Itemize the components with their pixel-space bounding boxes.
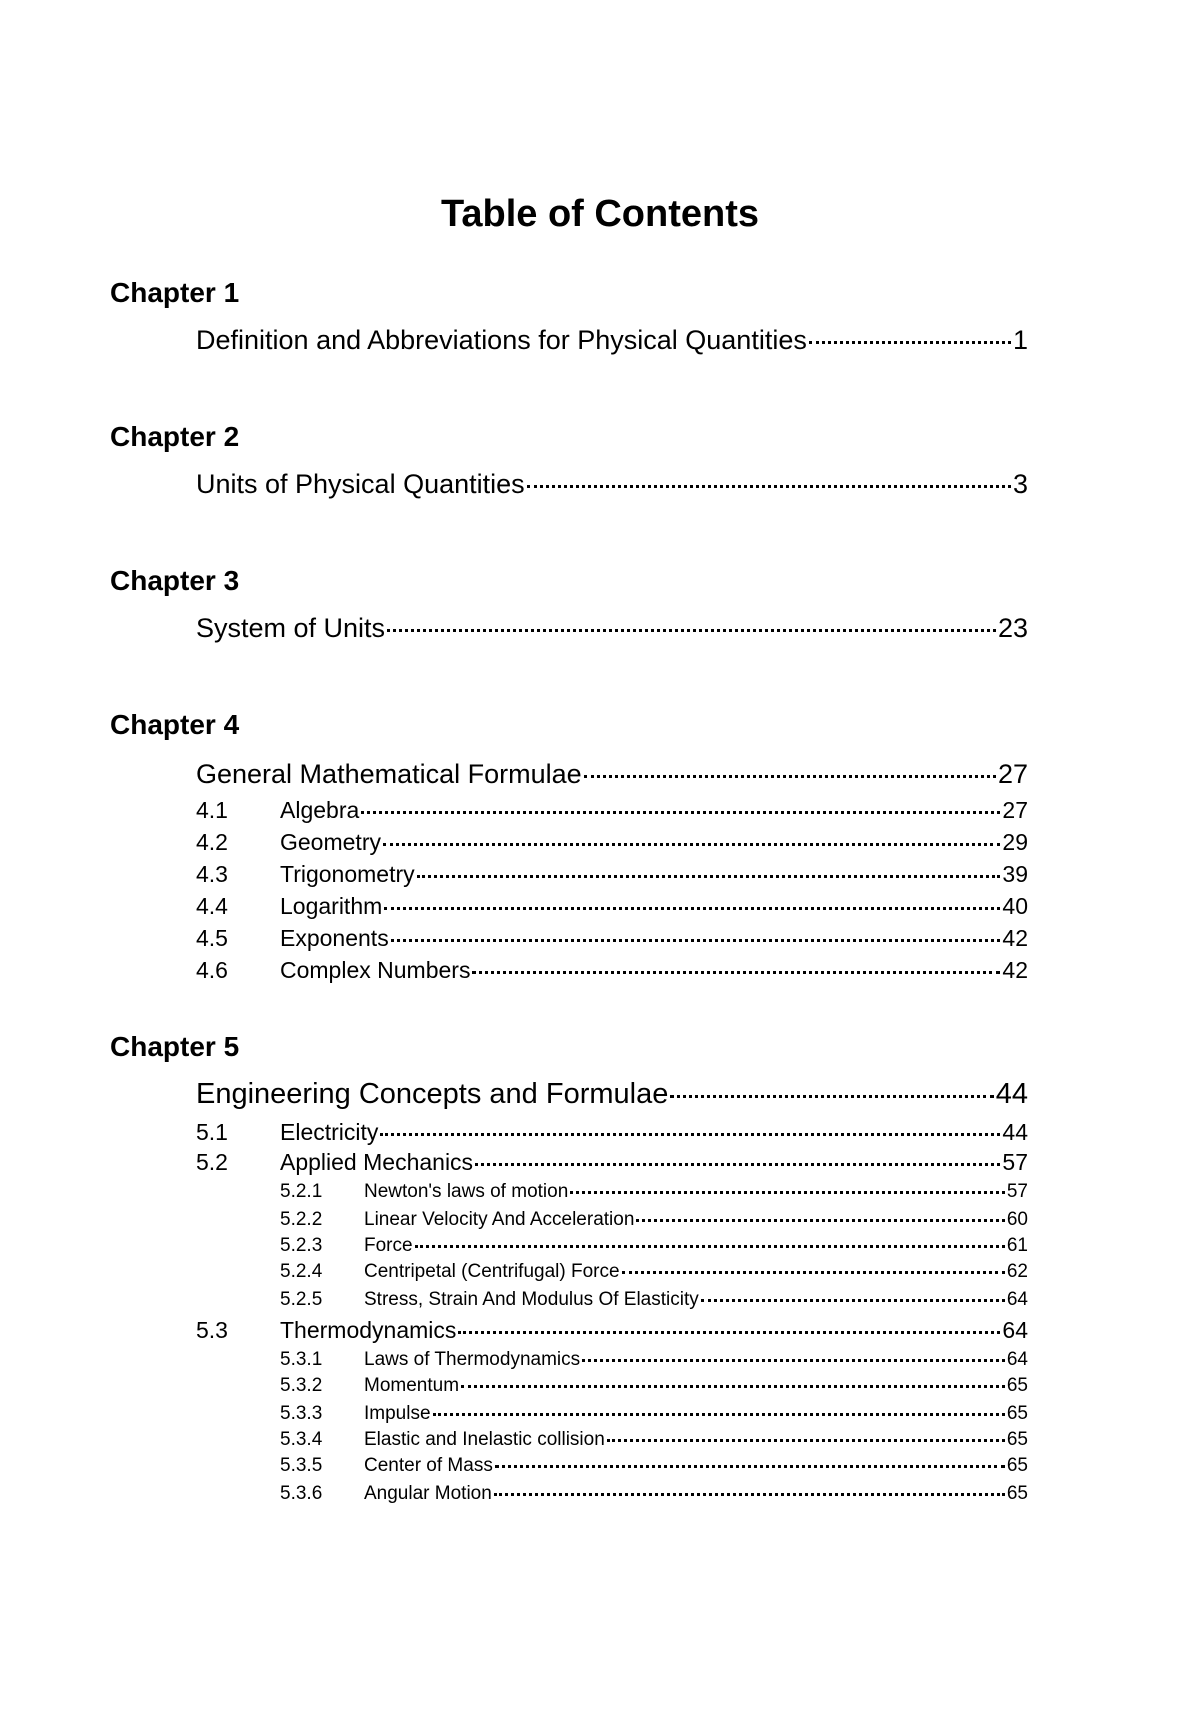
page-number: 29 bbox=[1002, 829, 1028, 855]
toc-entry-section[interactable] bbox=[196, 892, 1028, 920]
subsection-number: 5.3.5 bbox=[280, 1455, 323, 1477]
entry-label: Newton's laws of motion bbox=[364, 1181, 569, 1203]
toc-entry-subsection[interactable] bbox=[280, 1428, 1028, 1452]
entry-label: Units of Physical Quantities bbox=[196, 469, 525, 499]
entry-label: Centripetal (Centrifugal) Force bbox=[364, 1261, 620, 1283]
entry-label: Geometry bbox=[280, 829, 381, 855]
section-number: 5.1 bbox=[196, 1119, 228, 1145]
page-number: 62 bbox=[1006, 1261, 1028, 1283]
toc-entry-section[interactable] bbox=[196, 828, 1028, 856]
page-number: 42 bbox=[1002, 925, 1028, 951]
page-number: 65 bbox=[1006, 1403, 1028, 1425]
chapter-heading: Chapter 3 bbox=[110, 565, 240, 596]
subsection-number: 5.3.3 bbox=[280, 1403, 323, 1425]
dot-leader bbox=[495, 1451, 1005, 1468]
entry-label: Laws of Thermodynamics bbox=[364, 1349, 581, 1371]
page-number: 65 bbox=[1006, 1483, 1028, 1505]
dot-leader bbox=[472, 954, 1000, 974]
page-number: 64 bbox=[1006, 1289, 1028, 1311]
entry-label: Trigonometry bbox=[280, 861, 415, 887]
page-number: 57 bbox=[1006, 1181, 1028, 1203]
toc-entry-section[interactable] bbox=[196, 1118, 1028, 1146]
section-number: 4.2 bbox=[196, 829, 228, 855]
page-number: 60 bbox=[1006, 1209, 1028, 1231]
dot-leader bbox=[582, 1345, 1005, 1362]
page-number: 44 bbox=[995, 1078, 1028, 1110]
page-number: 61 bbox=[1006, 1235, 1028, 1257]
dot-leader bbox=[361, 794, 1000, 814]
toc-entry-subsection[interactable] bbox=[280, 1374, 1028, 1398]
dot-leader bbox=[383, 826, 1000, 846]
subsection-number: 5.3.6 bbox=[280, 1483, 323, 1505]
dot-leader bbox=[494, 1479, 1005, 1496]
toc-entry-section[interactable] bbox=[196, 1148, 1028, 1176]
subsection-number: 5.2.3 bbox=[280, 1235, 323, 1257]
subsection-number: 5.3.1 bbox=[280, 1349, 323, 1371]
page-number: 44 bbox=[1002, 1119, 1028, 1145]
page-number: 65 bbox=[1006, 1455, 1028, 1477]
toc-entry-subsection[interactable] bbox=[280, 1260, 1028, 1284]
dot-leader bbox=[670, 1073, 993, 1098]
toc-entry-section[interactable] bbox=[196, 956, 1028, 984]
entry-label: General Mathematical Formulae bbox=[196, 759, 582, 789]
dot-leader bbox=[622, 1257, 1005, 1274]
page-title: Table of Contents bbox=[440, 193, 760, 235]
toc-entry-chapter-5[interactable] bbox=[196, 1078, 1028, 1110]
dot-leader bbox=[387, 609, 996, 632]
entry-label: Force bbox=[364, 1235, 413, 1257]
section-number: 5.2 bbox=[196, 1149, 228, 1175]
entry-label: Engineering Concepts and Formulae bbox=[196, 1078, 669, 1110]
entry-label: Thermodynamics bbox=[280, 1317, 457, 1343]
toc-entry-subsection[interactable] bbox=[280, 1234, 1028, 1258]
dot-leader bbox=[458, 1314, 1000, 1334]
page-number: 23 bbox=[997, 613, 1028, 643]
entry-label: Algebra bbox=[280, 797, 360, 823]
toc-entry-chapter-2[interactable] bbox=[196, 468, 1028, 500]
entry-label: Stress, Strain And Modulus Of Elasticity bbox=[364, 1289, 699, 1311]
subsection-number: 5.3.4 bbox=[280, 1429, 323, 1451]
dot-leader bbox=[417, 858, 1001, 878]
page-number: 3 bbox=[1012, 469, 1028, 499]
section-number: 4.6 bbox=[196, 957, 228, 983]
subsection-number: 5.2.2 bbox=[280, 1209, 323, 1231]
subsection-number: 5.2.4 bbox=[280, 1261, 323, 1283]
page-number: 40 bbox=[1002, 893, 1028, 919]
toc-entry-section[interactable] bbox=[196, 924, 1028, 952]
chapter-heading: Chapter 2 bbox=[110, 421, 240, 452]
page-number: 65 bbox=[1006, 1429, 1028, 1451]
toc-entry-section[interactable] bbox=[196, 860, 1028, 888]
toc-entry-chapter-3[interactable] bbox=[196, 612, 1028, 644]
page-number: 1 bbox=[1012, 325, 1028, 355]
toc-entry-section[interactable] bbox=[196, 796, 1028, 824]
page-number: 27 bbox=[997, 759, 1028, 789]
chapter-heading: Chapter 1 bbox=[110, 277, 240, 308]
toc-entry-subsection[interactable] bbox=[280, 1180, 1028, 1204]
page-number: 42 bbox=[1002, 957, 1028, 983]
dot-leader bbox=[391, 922, 1001, 942]
toc-entry-subsection[interactable] bbox=[280, 1288, 1028, 1312]
dot-leader bbox=[636, 1205, 1004, 1222]
entry-label: Impulse bbox=[364, 1403, 431, 1425]
chapter-heading: Chapter 4 bbox=[110, 709, 240, 740]
page-number: 27 bbox=[1002, 797, 1028, 823]
entry-label: Center of Mass bbox=[364, 1455, 493, 1477]
entry-label: Definition and Abbreviations for Physical Quantities bbox=[196, 325, 807, 355]
entry-label: Momentum bbox=[364, 1375, 460, 1397]
dot-leader bbox=[433, 1399, 1005, 1416]
toc-entry-chapter-1[interactable] bbox=[196, 324, 1028, 356]
dot-leader bbox=[461, 1371, 1005, 1388]
entry-label: Elastic and Inelastic collision bbox=[364, 1429, 605, 1451]
dot-leader bbox=[584, 755, 996, 778]
entry-label: Linear Velocity And Acceleration bbox=[364, 1209, 635, 1231]
entry-label: Exponents bbox=[280, 925, 389, 951]
subsection-number: 5.2.1 bbox=[280, 1181, 323, 1203]
entry-label: System of Units bbox=[196, 613, 386, 643]
section-number: 4.3 bbox=[196, 861, 228, 887]
dot-leader bbox=[809, 321, 1011, 344]
dot-leader bbox=[570, 1177, 1005, 1194]
toc-entry-chapter-4[interactable] bbox=[196, 758, 1028, 790]
section-number: 5.3 bbox=[196, 1317, 228, 1343]
dot-leader bbox=[384, 890, 1000, 910]
page-number: 65 bbox=[1006, 1375, 1028, 1397]
dot-leader bbox=[527, 465, 1011, 488]
subsection-number: 5.3.2 bbox=[280, 1375, 323, 1397]
toc-entry-subsection[interactable] bbox=[280, 1402, 1028, 1426]
section-number: 4.1 bbox=[196, 797, 228, 823]
section-number: 4.4 bbox=[196, 893, 228, 919]
page-number: 39 bbox=[1002, 861, 1028, 887]
dot-leader bbox=[475, 1146, 1000, 1166]
dot-leader bbox=[607, 1425, 1005, 1442]
entry-label: Logarithm bbox=[280, 893, 383, 919]
page-number: 64 bbox=[1002, 1317, 1028, 1343]
entry-label: Applied Mechanics bbox=[280, 1149, 474, 1175]
dot-leader bbox=[380, 1116, 1000, 1136]
dot-leader bbox=[415, 1231, 1005, 1248]
dot-leader bbox=[701, 1285, 1005, 1302]
entry-label: Electricity bbox=[280, 1119, 379, 1145]
toc-entry-subsection[interactable] bbox=[280, 1208, 1028, 1232]
toc-entry-section[interactable] bbox=[196, 1316, 1028, 1344]
page-number: 57 bbox=[1002, 1149, 1028, 1175]
toc-entry-subsection[interactable] bbox=[280, 1482, 1028, 1506]
entry-label: Complex Numbers bbox=[280, 957, 471, 983]
toc-entry-subsection[interactable] bbox=[280, 1454, 1028, 1478]
entry-label: Angular Motion bbox=[364, 1483, 492, 1505]
toc-entry-subsection[interactable] bbox=[280, 1348, 1028, 1372]
section-number: 4.5 bbox=[196, 925, 228, 951]
page-number: 64 bbox=[1006, 1349, 1028, 1371]
subsection-number: 5.2.5 bbox=[280, 1289, 323, 1311]
chapter-heading: Chapter 5 bbox=[110, 1031, 240, 1062]
